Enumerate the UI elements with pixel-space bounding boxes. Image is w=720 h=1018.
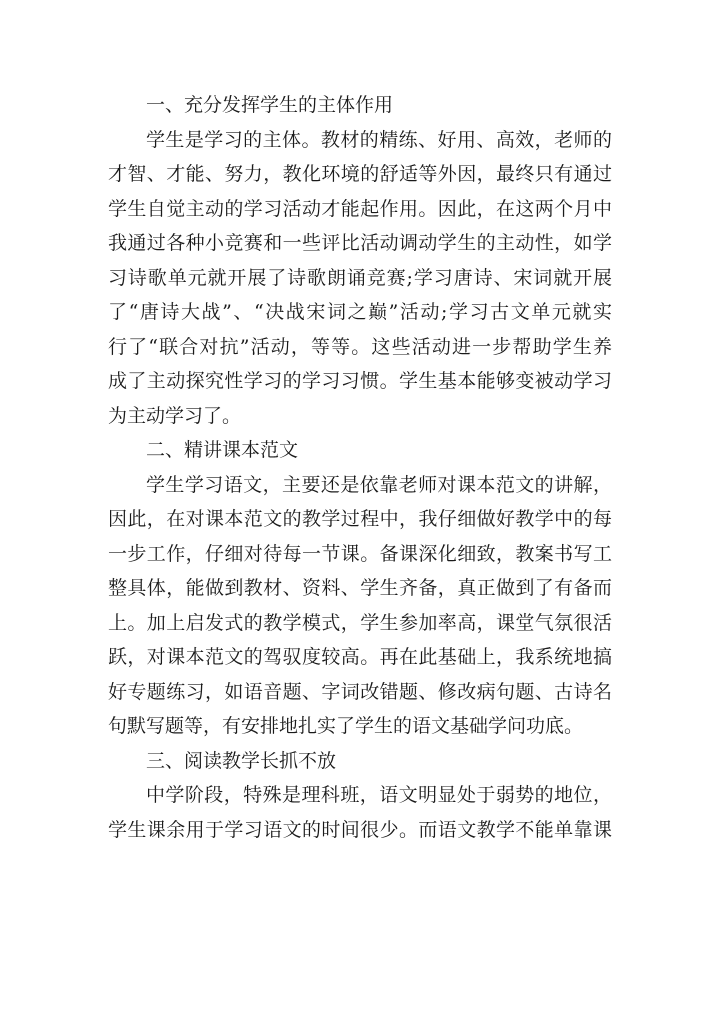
section-heading: 一、充分发挥学生的主体作用 <box>146 94 394 116</box>
paragraph-line: 跃，对课本范文的驾驭度较高。再在此基础上，我系统地搞 <box>108 646 612 668</box>
paragraph-line: 成了主动探究性学习的学习习惯。学生基本能够变被动学习 <box>108 370 612 392</box>
paragraph-line: 学生自觉主动的学习活动才能起作用。因此，在这两个月中 <box>108 197 612 220</box>
section-heading: 三、阅读教学长抓不放 <box>146 749 337 772</box>
document-page <box>108 88 612 847</box>
paragraph-line: 学生学习语文，主要还是依靠老师对课本范文的讲解， <box>146 473 612 496</box>
paragraph-line: 上。加上启发式的教学模式，学生参加率高，课堂气氛很活 <box>108 611 612 634</box>
paragraph-line: 习诗歌单元就开展了诗歌朗诵竞赛;学习唐诗、宋词就开展 <box>108 266 612 289</box>
paragraph-line: 因此，在对课本范文的教学过程中，我仔细做好教学中的每 <box>108 508 612 530</box>
paragraph-line: 学生课余用于学习语文的时间很少。而语文教学不能单靠课 <box>108 818 612 841</box>
paragraph-line: 我通过各种小竞赛和一些评比活动调动学生的主动性，如学 <box>108 232 612 254</box>
paragraph-line: 好专题练习，如语音题、字词改错题、修改病句题、古诗名 <box>108 680 612 703</box>
paragraph-line: 一步工作，仔细对待每一节课。备课深化细致，教案书写工 <box>108 542 612 565</box>
paragraph-line: 为主动学习了。 <box>108 404 242 427</box>
paragraph-line: 学生是学习的主体。教材的精练、好用、高效，老师的 <box>146 128 612 151</box>
paragraph-line: 了“唐诗大战”、“决战宋词之巅”活动;学习古文单元就实 <box>108 301 612 323</box>
paragraph-line: 句默写题等，有安排地扎实了学生的语文基础学问功底。 <box>108 715 584 737</box>
paragraph-line: 才智、才能、努力，教化环境的舒适等外因，最终只有通过 <box>108 163 612 185</box>
paragraph-line: 整具体，能做到教材、资料、学生齐备，真正做到了有备而 <box>108 577 612 599</box>
paragraph-line: 中学阶段，特殊是理科班，语文明显处于弱势的地位， <box>146 784 612 806</box>
paragraph-line: 行了“联合对抗”活动，等等。这些活动进一步帮助学生养 <box>108 335 612 358</box>
section-heading: 二、精讲课本范文 <box>146 439 299 461</box>
